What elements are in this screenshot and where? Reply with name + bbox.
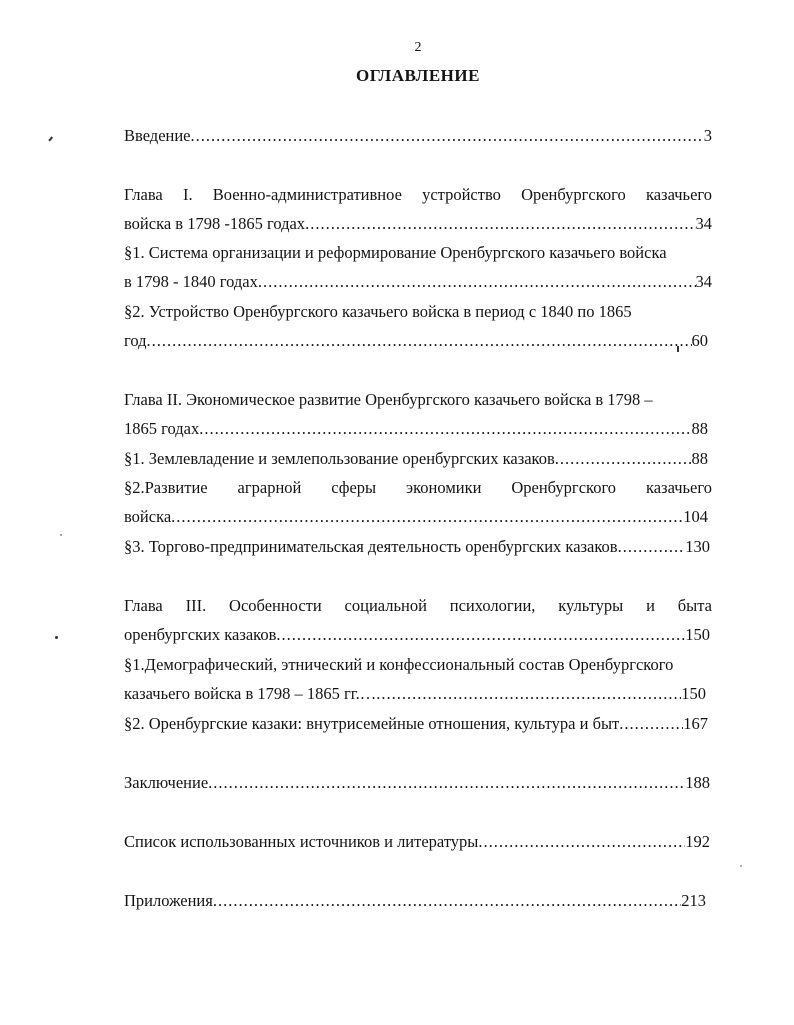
toc-chapter-3-line1: Глава III. Особенности социальной психологии, культуры и быта	[124, 596, 712, 615]
leader-dots	[276, 624, 685, 646]
leader-dots	[208, 772, 685, 794]
toc-page-number: 34	[695, 272, 712, 291]
toc-chapter-2-line1: Глава II. Экономическое развитие Оренбургского казачьего войска в 1798 –	[124, 390, 653, 409]
toc-entry-text: Заключение	[124, 773, 209, 792]
toc-page-number: 60	[691, 331, 708, 350]
toc-entry-conclusion	[124, 772, 710, 794]
toc-page-number: 3	[703, 126, 712, 145]
scan-mark	[60, 534, 62, 536]
page-title: ОГЛАВЛЕНИЕ	[356, 66, 480, 85]
toc-entry-text: §2. Оренбургские казаки: внутрисемейные отношения, культура и быт	[124, 714, 620, 733]
toc-entry-text: оренбургских казаков	[124, 625, 277, 644]
toc-entry-text: войска в 1798 -1865 годах	[124, 214, 306, 233]
leader-dots	[171, 506, 683, 528]
toc-page-number: 34	[695, 214, 712, 233]
toc-entry-appendix	[124, 890, 706, 912]
toc-page-number: 88	[691, 449, 708, 468]
toc-entry-text: войска	[124, 507, 172, 526]
toc-page-number: 150	[685, 625, 710, 644]
leader-dots	[376, 683, 681, 705]
toc-entry-text: Введение	[124, 126, 191, 145]
toc-chapter-2-line2	[124, 418, 708, 440]
toc-ch3-section1-line1: §1.Демографический, этнический и конфессиональный состав Оренбургского	[124, 655, 674, 674]
toc-entry-text: §1. Землевладение и землепользование оренбургских казаков	[124, 449, 555, 468]
leader-dots	[147, 330, 692, 352]
toc-entry-text: Список использованных источников и литературы	[124, 832, 479, 851]
leader-dots	[555, 448, 692, 470]
toc-page-number: 150	[681, 684, 706, 703]
toc-ch1-section1-line2	[124, 271, 712, 293]
toc-entry-text: в 1798 - 1840 годах	[124, 272, 258, 291]
toc-ch2-section2-line2	[124, 506, 708, 528]
scan-mark	[48, 136, 52, 141]
toc-entry-text: год	[124, 331, 147, 350]
toc-chapter-1-line2	[124, 213, 712, 235]
leader-dots	[191, 125, 704, 147]
toc-chapter-3-line2	[124, 624, 710, 646]
leader-dots	[213, 890, 681, 912]
toc-chapter-1-line1: Глава I. Военно-административное устройство Оренбургского казачьего	[124, 185, 712, 204]
leader-dots	[258, 271, 696, 293]
scan-mark	[740, 865, 742, 867]
toc-page-number: 188	[685, 773, 710, 792]
toc-ch1-section2-line1: §2. Устройство Оренбургского казачьего войска в период с 1840 по 1865	[124, 302, 632, 321]
leader-dots	[199, 418, 691, 440]
page-number: 2	[414, 40, 422, 55]
leader-dots	[478, 831, 685, 853]
toc-entry-text: Приложения	[124, 891, 213, 910]
toc-page-number: 213	[681, 891, 706, 910]
toc-entry-intro	[124, 125, 712, 147]
leader-dots	[619, 713, 683, 735]
toc-ch2-section2-line1: §2.Развитие аграрной сферы экономики Оренбургского казачьего	[124, 478, 712, 497]
toc-ch1-section2-line2	[124, 330, 708, 352]
scan-mark	[55, 636, 58, 639]
toc-ch2-section1	[124, 448, 708, 470]
leader-dots	[305, 213, 695, 235]
leader-dots	[618, 536, 686, 558]
toc-page-number: 104	[683, 507, 708, 526]
toc-entry-text: казачьего войска в 1798 – 1865 гг.…	[124, 684, 377, 703]
toc-page-number: 192	[685, 832, 710, 851]
scan-mark	[677, 346, 679, 352]
toc-entry-text: §3. Торгово-предпринимательская деятельность оренбургских казаков	[124, 537, 618, 556]
toc-entry-sources	[124, 831, 710, 853]
toc-page-number: 88	[691, 419, 708, 438]
toc-page-number: 167	[683, 714, 708, 733]
toc-ch1-section1-line1: §1. Система организации и реформирование Оренбургского казачьего войска	[124, 243, 667, 262]
toc-ch2-section3	[124, 536, 710, 558]
toc-page-number: 130	[685, 537, 710, 556]
toc-entry-text: 1865 годах	[124, 419, 200, 438]
toc-ch3-section1-line2	[124, 683, 706, 705]
toc-ch3-section2	[124, 713, 708, 735]
